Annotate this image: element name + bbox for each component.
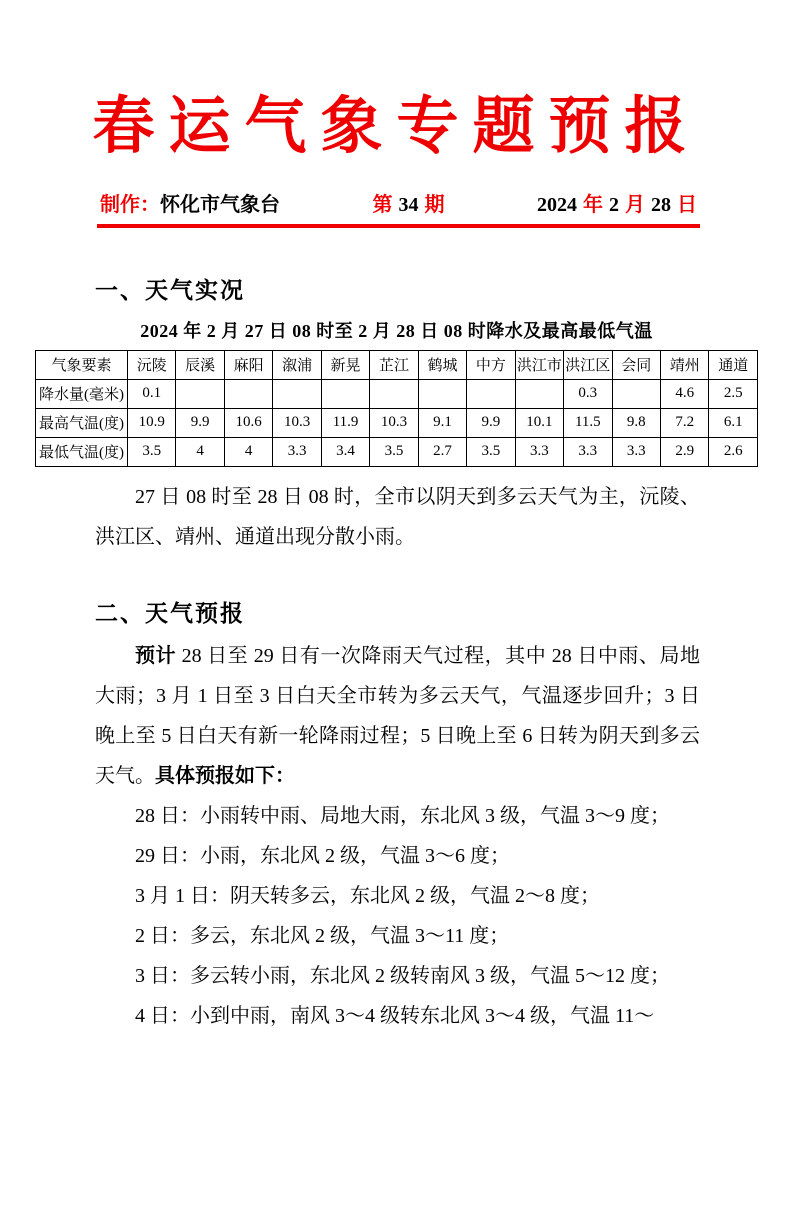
table-cell: 3.3 [612,437,660,466]
table-cell: 10.9 [128,408,176,437]
table-cell: 2.7 [418,437,466,466]
table-cell: 6.1 [709,408,758,437]
table-cell: 3.5 [128,437,176,466]
table-header-cell: 会同 [612,350,660,379]
section-2-heading: 二、天气预报 [95,599,245,626]
table-cell: 4.6 [660,379,708,408]
table-cell: 4 [176,437,224,466]
table-row [36,379,758,408]
table-header-cell: 中方 [467,350,515,379]
table-cell: 4 [224,437,272,466]
table-cell: 11.9 [321,408,369,437]
table-cell: 9.1 [418,408,466,437]
issue-number: 34 [398,193,419,216]
table-cell: 0.3 [564,379,612,408]
table-cell: 9.8 [612,408,660,437]
table-header-cell: 沅陵 [128,350,176,379]
masthead-date [537,188,697,217]
table-cell: 3.3 [515,437,563,466]
date-day: 28 [651,193,671,216]
forecast-lead-bold: 预计 [135,644,177,667]
forecast-line-day28: 28 日：小雨转中雨、局地大雨，东北风 3 级，气温 3～9 度； [135,804,670,827]
forecast-tail-bold: 具体预报如下： [155,764,295,787]
producer-value: 怀化市气象台 [160,193,280,216]
date-year-label: 年 [583,193,603,216]
observation-paragraph: 27 日 08 时至 28 日 08 时，全市以阴天到多云天气为主，沅陵、洪江区、靖州、通道出现分散小雨。 [95,485,700,548]
section-1-heading: 一、天气实况 [95,276,245,303]
producer-label: 制作： [100,193,160,216]
table-cell [612,379,660,408]
table-row-label: 降水量(毫米) [36,379,128,408]
table-row [36,437,758,466]
masthead-producer [100,188,280,217]
table-cell: 3.3 [273,437,321,466]
table-cell [370,379,418,408]
table-cell: 9.9 [176,408,224,437]
table-cell: 3.5 [467,437,515,466]
table-cell: 2.6 [709,437,758,466]
table-header-cell: 麻阳 [224,350,272,379]
issue-suffix: 期 [424,193,445,216]
table-header-cell: 辰溪 [176,350,224,379]
document-page [0,84,793,1206]
table-header-cell: 气象要素 [36,350,128,379]
table-cell [224,379,272,408]
table-cell [176,379,224,408]
table-cell: 3.3 [564,437,612,466]
table-cell [515,379,563,408]
table-cell: 7.2 [660,408,708,437]
masthead-issue-number [373,188,445,217]
weather-table [35,350,758,467]
table-cell: 3.4 [321,437,369,466]
table-cell [418,379,466,408]
forecast-line-mar4: 4 日：小到中雨，南风 3～4 级转东北风 3～4 级，气温 11～ [135,1004,655,1027]
table-header-cell: 新晃 [321,350,369,379]
table-header-cell: 靖州 [660,350,708,379]
issue-prefix: 第 [372,193,393,216]
forecast-line-day29: 29 日：小雨，东北风 2 级，气温 3～6 度； [135,844,510,867]
table-header-cell: 洪江区 [564,350,612,379]
table-header-cell: 通道 [709,350,758,379]
table-cell [321,379,369,408]
table-header-cell: 芷江 [370,350,418,379]
table-header-cell: 鹤城 [418,350,466,379]
forecast-summary-text: 28 日至 29 日有一次降雨天气过程，其中 28 日中雨、局地大雨；3 月 1 日至 3 日白天全市转为多云天气，气温逐步回升；3 日晚上至 5 日白天有新一轮降雨过程；5 日晚上至 6 日转为阴天到多云天气。 [95,644,701,787]
page-title: 春运气象专题预报 [92,89,701,162]
masthead [100,188,697,217]
table-cell: 10.6 [224,408,272,437]
table-cell: 10.3 [370,408,418,437]
table-cell [273,379,321,408]
table-row [36,408,758,437]
table-cell [467,379,515,408]
table-cell: 10.3 [273,408,321,437]
divider-rule [97,224,700,228]
forecast-line-mar2: 2 日：多云，东北风 2 级，气温 3～11 度； [135,924,510,947]
table-title: 2024 年 2 月 27 日 08 时至 2 月 28 日 08 时降水及最高最低气温 [140,320,653,341]
table-row-label: 最高气温(度) [36,408,128,437]
date-year: 2024 [537,193,577,216]
table-cell: 9.9 [467,408,515,437]
table-header-row [36,350,758,379]
table-cell: 0.1 [128,379,176,408]
date-month-label: 月 [625,193,645,216]
table-row-label: 最低气温(度) [36,437,128,466]
date-day-label: 日 [677,193,697,216]
table-header-cell: 溆浦 [273,350,321,379]
table-header-cell: 洪江市 [515,350,563,379]
forecast-line-mar3: 3 日：多云转小雨，东北风 2 级转南风 3 级，气温 5～12 度； [135,964,670,987]
table-cell: 11.5 [564,408,612,437]
forecast-line-mar1: 3 月 1 日：阴天转多云，东北风 2 级，气温 2～8 度； [135,884,600,907]
forecast-summary-paragraph [95,636,700,796]
table-cell: 3.5 [370,437,418,466]
table-cell: 2.5 [709,379,758,408]
table-cell: 10.1 [515,408,563,437]
date-month: 2 [609,193,619,216]
table-cell: 2.9 [660,437,708,466]
